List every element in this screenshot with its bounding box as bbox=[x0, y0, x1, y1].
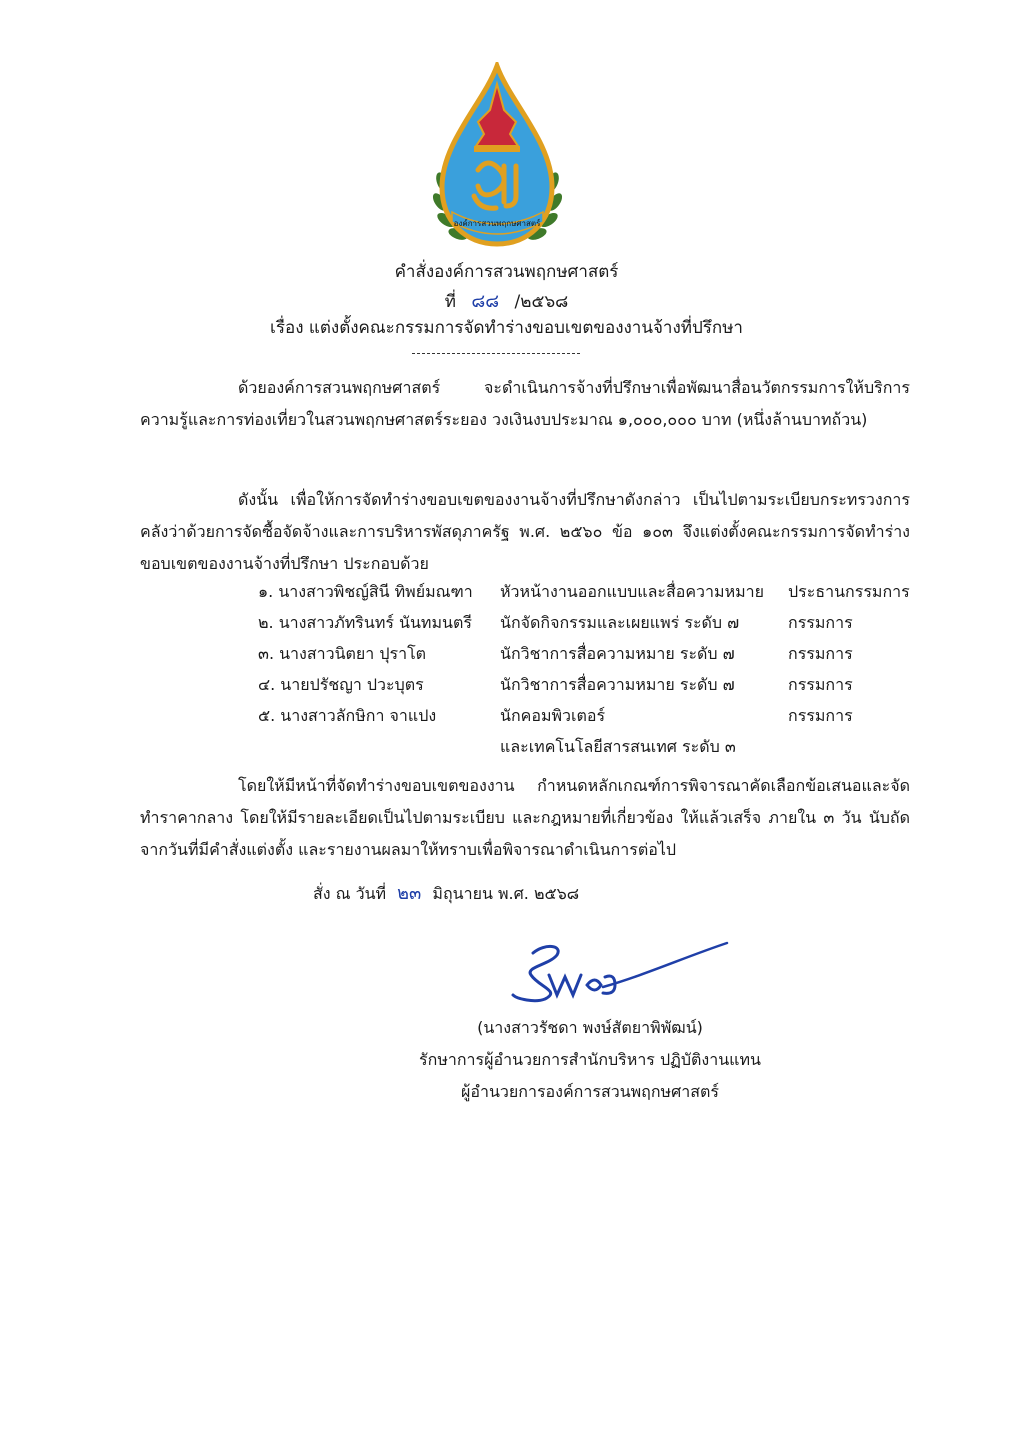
paragraph-appointment bbox=[140, 484, 910, 580]
order-title: คำสั่งองค์การสวนพฤกษศาสตร์ bbox=[394, 262, 619, 282]
paragraph-background-text: ด้วยองค์การสวนพฤกษศาสตร์ จะดำเนินการจ้างที่ปรึกษาเพื่อพัฒนาสื่อนวัตกรรมการให้บริการความรู้และการท่องเที่ยวในสวนพฤกษศาสตร์ระยอง วงเงินงบประมาณ ๑,๐๐๐,๐๐๐ บาท (หนึ่งล้านบาทถ้วน) bbox=[140, 378, 910, 429]
committee-member-row bbox=[258, 576, 918, 607]
committee-member-row bbox=[258, 638, 918, 669]
member-position-continued: และเทคโนโลยีสารสนเทศ ระดับ ๓ bbox=[500, 737, 736, 756]
member-position-block bbox=[500, 700, 788, 762]
date-prefix: สั่ง ณ วันที่ bbox=[313, 884, 387, 903]
paragraph-appointment-text: ดังนั้น เพื่อให้การจัดทำร่างขอบเขตของงานจ้างที่ปรึกษาดังกล่าว เป็นไปตามระเบียบกระทรวงการคลังว่าด้วยการจัดซื้อจัดจ้างและการบริหารพัสดุภาครัฐ พ.ศ. ๒๕๖๐ ข้อ ๑๐๓ จึงแต่งตั้งคณะกรรมการจัดทำร่างขอบเขตของงานจ้างที่ปรึกษา ประกอบด้วย bbox=[140, 490, 910, 573]
member-position: นักคอมพิวเตอร์ bbox=[500, 706, 606, 725]
order-year: /๒๕๖๘ bbox=[514, 292, 569, 312]
order-date bbox=[313, 878, 579, 907]
member-position: นักจัดกิจกรรมและเผยแพร่ ระดับ ๗ bbox=[500, 613, 740, 632]
committee-member-row bbox=[258, 607, 918, 638]
dashed-divider bbox=[412, 353, 580, 354]
member-role: กรรมการ bbox=[788, 706, 853, 725]
member-position: นักวิชาการสื่อความหมาย ระดับ ๗ bbox=[500, 675, 735, 694]
paragraph-duties bbox=[140, 770, 910, 866]
member-role: ประธานกรรมการ bbox=[788, 582, 910, 601]
order-number: ๘๘ bbox=[471, 291, 500, 312]
member-position: หัวหน้างานออกแบบและสื่อความหมาย bbox=[500, 582, 765, 601]
signatory-title-director: ผู้อำนวยการองค์การสวนพฤกษศาสตร์ bbox=[461, 1082, 719, 1101]
member-role: กรรมการ bbox=[788, 613, 853, 632]
committee-member-row bbox=[258, 700, 918, 762]
organization-logo bbox=[430, 62, 565, 257]
date-day: ๒๓ bbox=[397, 883, 422, 904]
logo-ribbon-text: องค์การสวนพฤกษศาสตร์ bbox=[453, 219, 541, 228]
paragraph-duties-text: โดยให้มีหน้าที่จัดทำร่างขอบเขตของงาน กำหนดหลักเกณฑ์การพิจารณาคัดเลือกข้อเสนอและจัดทำราคากลาง โดยให้มีรายละเอียดเป็นไปตามระเบียบ และกฎหมายที่เกี่ยวข้อง ให้แล้วเสร็จ ภายใน ๓ วัน นับถัดจากวันที่มีคำสั่งแต่งตั้ง และรายงานผลมาให้ทราบเพื่อพิจารณาดำเนินการต่อไป bbox=[140, 776, 910, 859]
member-name: ๓. นางสาวนิตยา ปุราโต bbox=[258, 644, 427, 663]
committee-member-row bbox=[258, 669, 918, 700]
member-role: กรรมการ bbox=[788, 644, 853, 663]
order-number-prefix: ที่ bbox=[444, 292, 456, 312]
signatory-title-acting: รักษาการผู้อำนวยการสำนักบริหาร ปฏิบัติงานแทน bbox=[419, 1050, 761, 1069]
member-name: ๑. นางสาวพิชญ์สินี ทิพย์มณฑา bbox=[258, 582, 473, 601]
date-month-year: มิถุนายน พ.ศ. ๒๕๖๘ bbox=[432, 884, 580, 903]
member-name: ๔. นายปรัชญา ปวะบุตร bbox=[258, 675, 424, 694]
paragraph-background bbox=[140, 372, 910, 436]
order-number-line bbox=[0, 286, 1013, 315]
signatory-block bbox=[380, 1012, 800, 1108]
committee-members-list bbox=[258, 576, 918, 762]
handwritten-signature bbox=[505, 935, 735, 1005]
member-position: นักวิชาการสื่อความหมาย ระดับ ๗ bbox=[500, 644, 735, 663]
subject-line: เรื่อง แต่งตั้งคณะกรรมการจัดทำร่างขอบเขตของงานจ้างที่ปรึกษา bbox=[270, 318, 743, 338]
member-name: ๕. นางสาวลักษิกา จาแปง bbox=[258, 706, 437, 725]
member-name: ๒. นางสาวภัทรินทร์ นันทมนตรี bbox=[258, 613, 472, 632]
signatory-name: (นางสาวรัชดา พงษ์สัตยาพิพัฒน์) bbox=[477, 1018, 703, 1037]
member-role: กรรมการ bbox=[788, 675, 853, 694]
